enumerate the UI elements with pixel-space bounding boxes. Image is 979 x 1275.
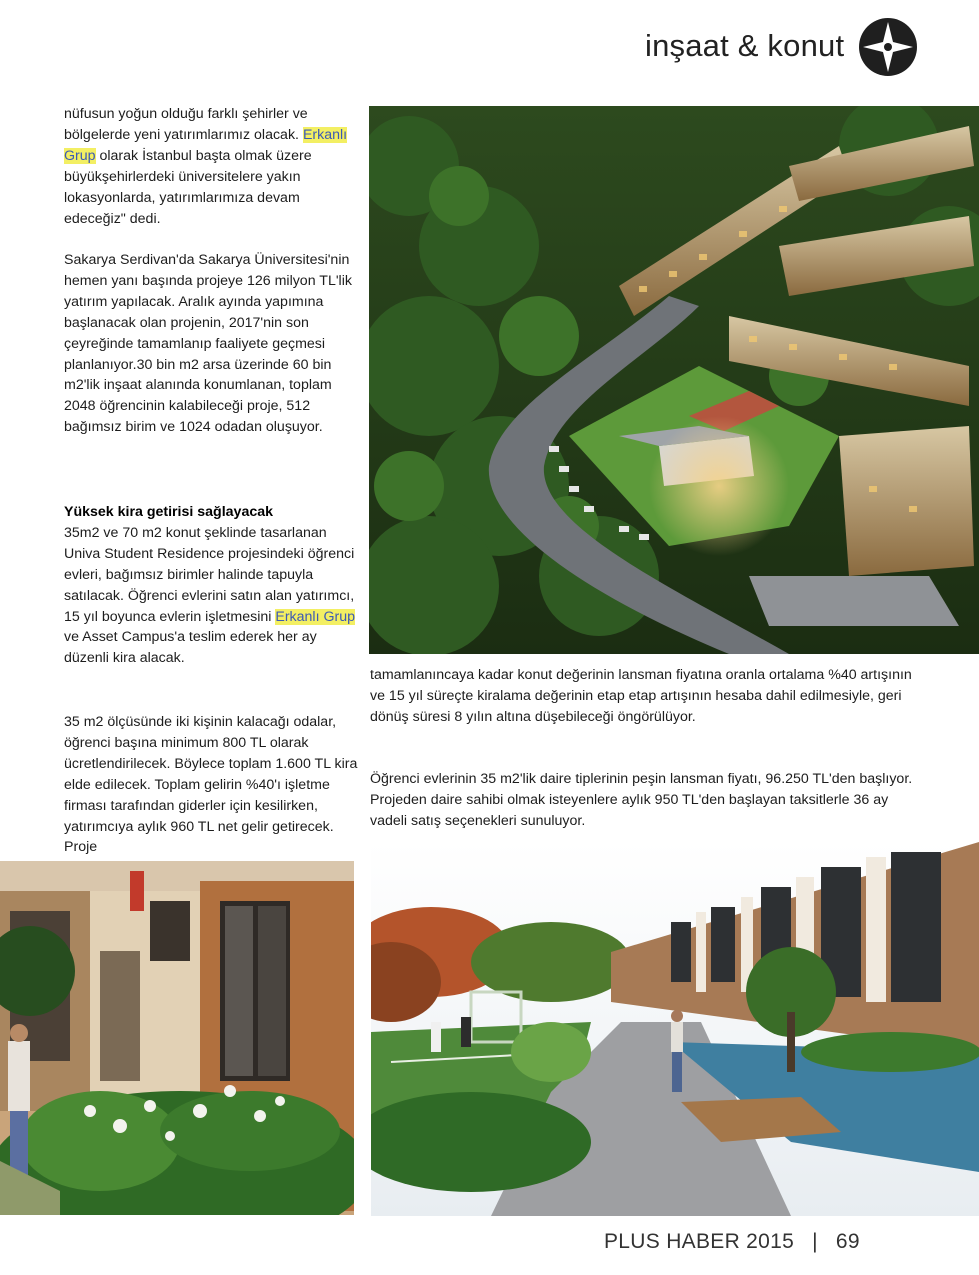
magazine-name: PLUS HABER 2015: [604, 1230, 795, 1253]
compass-star-icon: [858, 17, 918, 77]
subheading: Yüksek kira getirisi sağlayacak: [64, 504, 274, 520]
page-footer: [604, 1230, 860, 1254]
text: 35m2 ve 70 m2 konut şeklinde tasarlanan Univa Student Residence projesindeki öğrenci evleri, bağımsız birimler halinde tapuyla satılacak. Öğrenci evlerini satın alan yatırımcı, 15 yıl boyunca evlerin işletmesini: [64, 524, 355, 625]
left-paragraph-1: [64, 104, 364, 229]
section-title: inşaat & konut: [645, 28, 845, 63]
building-facade-render-image: [0, 861, 354, 1215]
right-paragraph-1: tamamlanıncaya kadar konut değerinin lansman fiyatına oranla ortalama %40 artışının ve 15 yıl süreçte kiralama değerinin etap etap artışının hesaba dahil edilmesiyle, geri dönüş süresi 8 yılın altına düşebileceği öngörülüyor.: [370, 667, 912, 725]
text: olarak İstanbul başta olmak üzere büyükşehirlerdeki üniversitelere yakın lokasyonlarda, yatırımlarımıza devam edeceğiz" dedi.: [64, 147, 312, 227]
courtyard-render-image: [371, 842, 979, 1216]
text: nüfusun yoğun olduğu farklı şehirler ve bölgelerde yeni yatırımlarımız olacak.: [64, 106, 308, 143]
highlight-erkanli-grup: Erkanlı Grup: [64, 126, 348, 164]
footer-separator: |: [812, 1230, 818, 1253]
left-paragraph-3: [64, 502, 364, 669]
highlight-erkanli-grup: Erkanlı Grup: [275, 608, 355, 625]
left-paragraph-2: Sakarya Serdivan'da Sakarya Üniversitesi'nin hemen yanı başında projeye 126 milyon TL'lik yatırım yapılacak. Aralık ayında yapımına başlanacak olan projenin, 2017'nin son çeyreğinde tamamlanıp faaliyete geçmesi planlanıyor.30 bin m2 arsa üzerinde 60 bin m2'lik inşaat alanında konumlanan, toplam 2048 öğrencinin kalabileceği proje, 512 bağımsız birim ve 1024 odadan oluşuyor.: [64, 252, 352, 436]
left-paragraph-4: 35 m2 ölçüsünde iki kişinin kalacağı odalar, öğrenci başına minimum 800 TL olarak ücretlendirilecek. Böylece toplam 1.600 TL kira elde edilecek. Toplam gelirin %40'ı işletme firması tarafından giderler için kesilirken, yatırımcıya aylık 960 TL net gelir getirecek. Proje: [64, 714, 358, 856]
aerial-campus-render-image: [369, 106, 979, 654]
right-paragraph-2: Öğrenci evlerinin 35 m2'lik daire tiplerinin peşin lansman fiyatı, 96.250 TL'den başlıyor. Projeden daire sahibi olmak isteyenlere aylık 950 TL'den başlayan taksitlerle 36 ay vadeli satış seçenekleri sunuluyor.: [370, 771, 913, 829]
text: ve Asset Campus'a teslim ederek her ay düzenli kira alacak.: [64, 629, 317, 667]
page-number: 69: [835, 1230, 860, 1253]
